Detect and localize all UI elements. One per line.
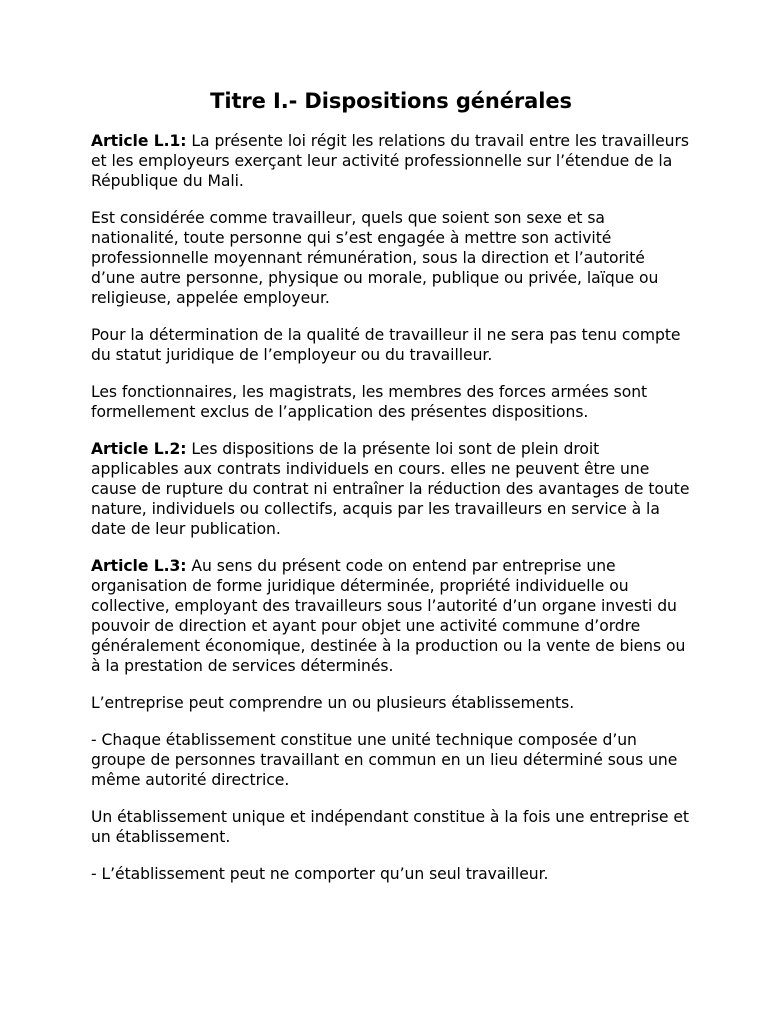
single-establishment-paragraph [91,807,691,847]
paragraph-text: - L’établissement peut ne comporter qu’un seul travailleur. [91,865,549,883]
paragraph-text: L’entreprise peut comprendre un ou plusieurs établissements. [91,694,575,712]
paragraph-text: Un établissement unique et indépendant constitue à la fois une entreprise et un établissement. [91,808,689,846]
article-label: Article L.3: [91,557,187,575]
paragraph-text: La présente loi régit les relations du travail entre les travailleurs et les employeurs exerçant leur activité professionnelle sur l’étendue de la République du Mali. [91,132,689,190]
technical-unit-paragraph [91,730,691,790]
article-l2-paragraph [91,439,691,539]
legal-status-paragraph [91,325,691,365]
paragraph-text: Les fonctionnaires, les magistrats, les membres des forces armées sont formellement exclus de l’application des présentes dispositions. [91,383,648,421]
paragraph-text: Au sens du présent code on entend par entreprise une organisation de forme juridique déterminée, propriété individuelle ou collective, employant des travailleurs sous l’autorité d’un organe investi du pouvoir de direction et ayant pour objet une activité commune d’ordre généralement économique, destinée à la production ou la vente de biens ou à la prestation de services déterminés. [91,557,686,675]
paragraph-text: Les dispositions de la présente loi sont de plein droit applicables aux contrats individuels en cours. elles ne peuvent être une cause de rupture du contrat ni entraîner la réduction des avantages de toute nature, individuels ou collectifs, acquis par les travailleurs en service à la date de leur publication. [91,440,690,538]
document-page [91,86,691,901]
worker-definition-paragraph [91,208,691,308]
establishments-paragraph [91,693,691,713]
single-worker-paragraph [91,864,691,884]
exclusions-paragraph [91,382,691,422]
article-label: Article L.2: [91,440,187,458]
paragraph-text: - Chaque établissement constitue une unité technique composée d’un groupe de personnes travaillant en commun en un lieu déterminé sous une même autorité directrice. [91,731,678,789]
article-label: Article L.1: [91,132,187,150]
document-title: Titre I.- Dispositions générales [210,89,572,113]
article-l1-paragraph [91,131,691,191]
article-l3-paragraph [91,556,691,676]
paragraph-text: Pour la détermination de la qualité de travailleur il ne sera pas tenu compte du statut juridique de l’employeur ou du travailleur. [91,326,681,364]
paragraph-text: Est considérée comme travailleur, quels que soient son sexe et sa nationalité, toute personne qui s’est engagée à mettre son activité professionnelle moyennant rémunération, sous la direction et l’autorité d’une autre personne, physique ou morale, publique ou privée, laïque ou religieuse, appelée employeur. [91,209,659,307]
